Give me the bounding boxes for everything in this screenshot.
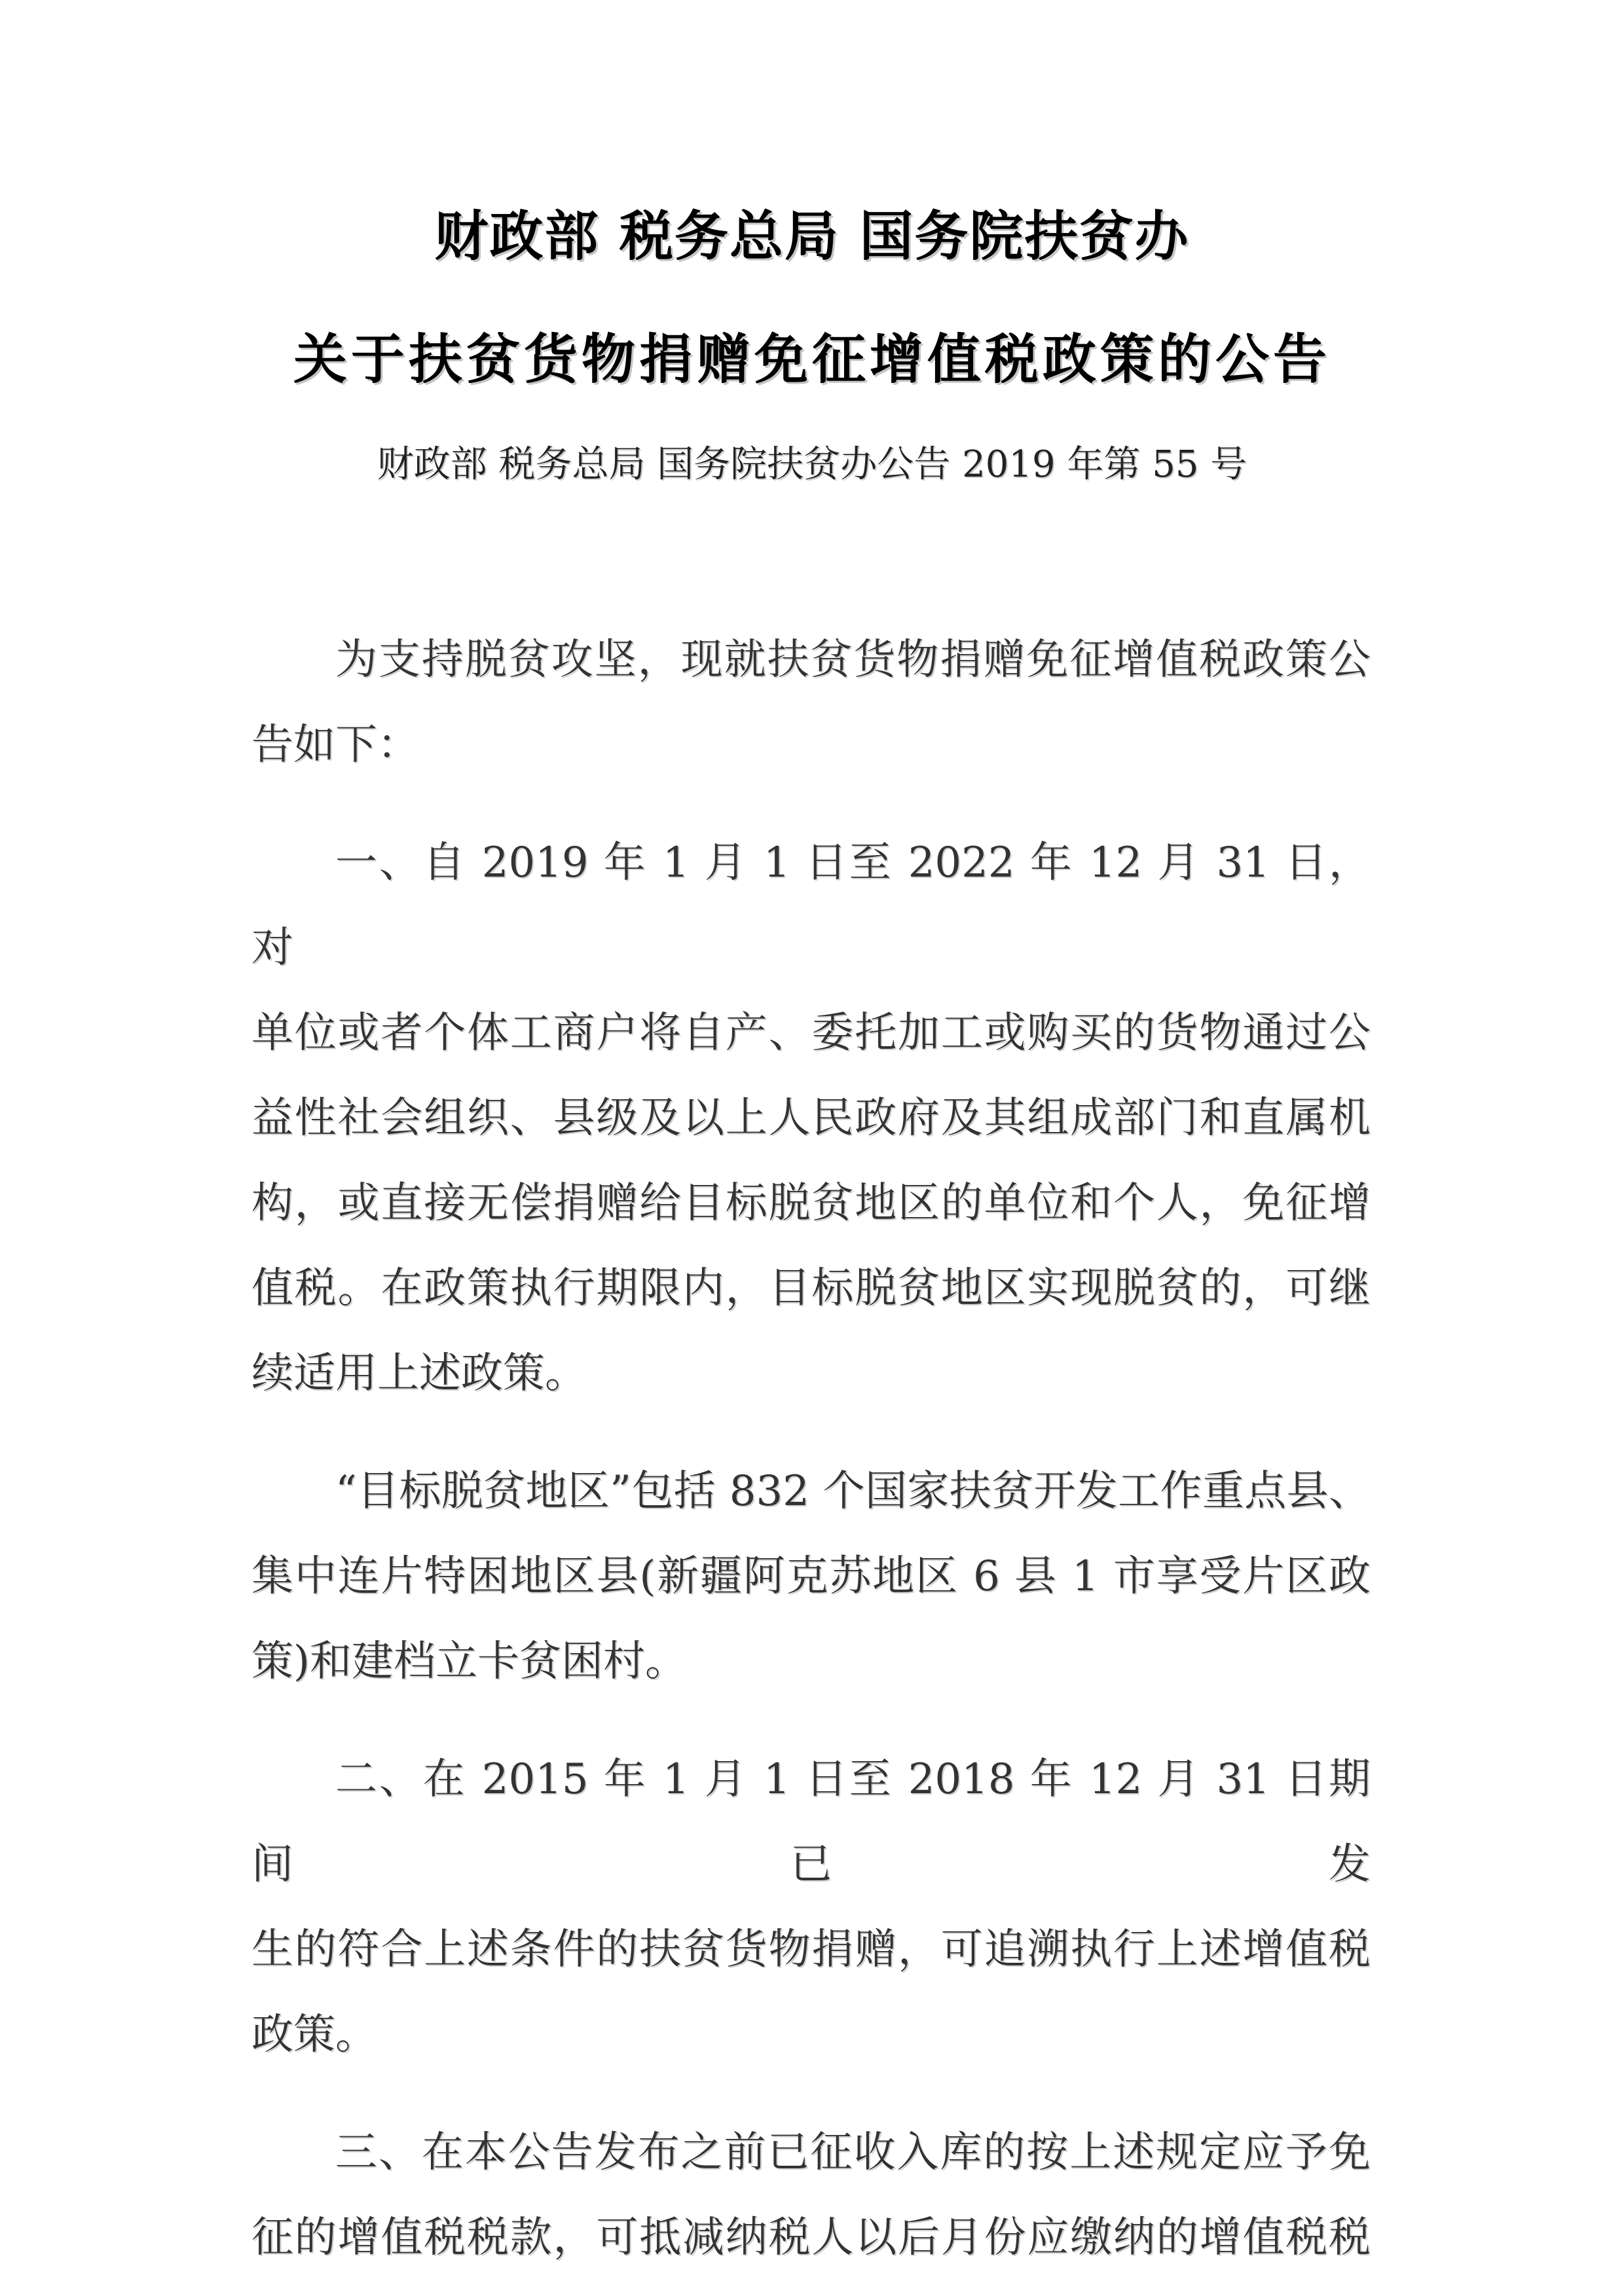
body-line: 益性社会组织、县级及以上人民政府及其组成部门和直属机 <box>251 1094 1371 1142</box>
document-body <box>251 617 1371 2280</box>
document-number: 财政部 税务总局 国务院扶贫办公告 2019 年第 55 号 <box>377 443 1247 486</box>
body-line: 构，或直接无偿捐赠给目标脱贫地区的单位和个人，免征增 <box>251 1179 1371 1228</box>
body-line: 征的增值税税款，可抵减纳税人以后月份应缴纳的增值税税 <box>251 2214 1371 2262</box>
paragraph <box>251 2110 1371 2280</box>
body-line: 续适用上述政策。 <box>251 1349 587 1398</box>
body-line: 为支持脱贫攻坚，现就扶贫货物捐赠免征增值税政策公 <box>335 636 1371 684</box>
paragraph <box>251 820 1371 1416</box>
body-line: 告如下： <box>251 721 419 769</box>
body-line: 二、在 2015 年 1 月 1 日至 2018 年 12 月 31 日期间已发 <box>251 1755 1371 1889</box>
body-line: 值税。在政策执行期限内，目标脱贫地区实现脱贫的，可继 <box>251 1264 1371 1313</box>
body-line: 生的符合上述条件的扶贫货物捐赠，可追溯执行上述增值税 <box>251 1925 1371 1974</box>
paragraph <box>251 1449 1371 1704</box>
body-line: 一、自 2019 年 1 月 1 日至 2022 年 12 月 31 日，对 <box>251 839 1371 972</box>
body-line: 策)和建档立卡贫困村。 <box>251 1637 687 1686</box>
body-line: 单位或者个体工商户将自产、委托加工或购买的货物通过公 <box>251 1009 1371 1057</box>
document-title-issuers: 财政部 税务总局 国务院扶贫办 <box>434 205 1190 268</box>
document-title-subject: 关于扶贫货物捐赠免征增值税政策的公告 <box>293 328 1331 391</box>
paragraph <box>251 1737 1371 2077</box>
body-line: “目标脱贫地区”包括 832 个国家扶贫开发工作重点县、 <box>335 1467 1371 1516</box>
paragraph <box>251 617 1371 788</box>
body-line: 三、在本公告发布之前已征收入库的按上述规定应予免 <box>335 2128 1371 2177</box>
body-line: 集中连片特困地区县(新疆阿克苏地区 6 县 1 市享受片区政 <box>251 1552 1371 1601</box>
body-line: 政策。 <box>251 2011 377 2059</box>
